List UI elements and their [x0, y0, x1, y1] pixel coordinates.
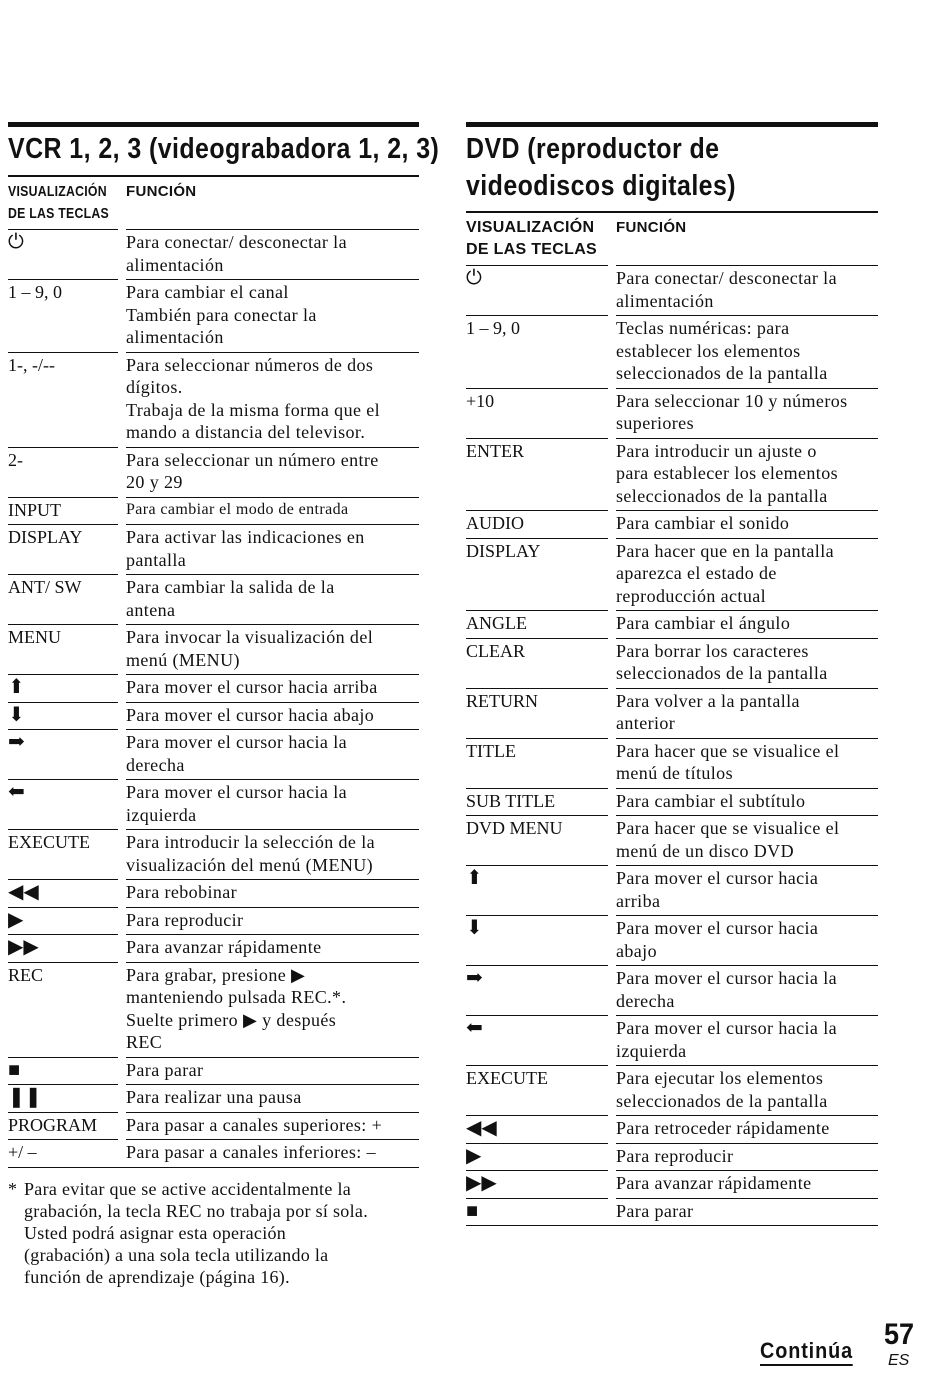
function-line: Para parar: [126, 1059, 204, 1080]
footnote-marker: *: [8, 1178, 17, 1199]
table-row: [8, 907, 419, 935]
footnote-line: (grabación) a una sola tecla utilizando la: [24, 1244, 329, 1265]
function-text: [126, 524, 419, 574]
function-line: Para mover el cursor hacia la: [126, 782, 347, 802]
table-row: [8, 702, 419, 730]
function-line: seleccionados de la pantalla: [616, 485, 828, 506]
dvd-table: [466, 265, 878, 1226]
function-line: Para pasar a canales superiores: +: [126, 1114, 383, 1135]
table-row: [8, 447, 419, 497]
function-line: Para ejecutar los elementos: [616, 1068, 824, 1088]
key-label: +/ –: [8, 1139, 118, 1167]
function-text: [616, 1065, 878, 1115]
function-text: [126, 934, 419, 962]
table-row: [8, 279, 419, 352]
function-line: Suelte primero ▶ y después: [126, 1009, 337, 1030]
function-text: [616, 815, 878, 865]
table-row: [466, 610, 878, 638]
table-row: [466, 688, 878, 738]
function-text: [126, 702, 419, 730]
function-line: Para avanzar rápidamente: [616, 1173, 812, 1193]
function-text: [126, 229, 419, 279]
key-label: REC: [8, 962, 118, 1057]
function-line: Para cambiar el canal: [126, 282, 289, 302]
vcr-table: [8, 229, 419, 1168]
function-line: izquierda: [126, 804, 197, 825]
table-row: [466, 915, 878, 965]
function-line: Para invocar la visualización del: [126, 627, 374, 647]
table-row: [466, 510, 878, 538]
key-label: AUDIO: [466, 510, 608, 538]
key-label: EXECUTE: [8, 829, 118, 879]
function-line: Para mover el cursor hacia la: [126, 732, 347, 752]
function-text: [126, 674, 419, 702]
table-row: [466, 265, 878, 315]
table-row: [8, 934, 419, 962]
function-text: [616, 688, 878, 738]
function-text: [126, 879, 419, 907]
key-symbol-icon: ⬆: [8, 674, 118, 702]
footnote-line: grabación, la tecla REC no trabaja por sí sola.: [24, 1200, 368, 1221]
key-symbol-icon: ⬇: [466, 915, 608, 965]
function-line: Para mover el cursor hacia la: [616, 968, 837, 988]
table-row: [466, 815, 878, 865]
vcr-section: [8, 122, 440, 1288]
table-row: [466, 438, 878, 511]
function-text: [126, 497, 419, 525]
function-line: 20 y 29: [126, 472, 183, 492]
function-text: [616, 865, 878, 915]
function-line: Para mover el cursor hacia: [616, 868, 819, 888]
key-symbol-icon: ⏻: [466, 265, 608, 315]
function-line: Para borrar los caracteres: [616, 640, 809, 661]
function-text: [126, 624, 419, 674]
footnote-text: [24, 1178, 419, 1288]
function-text: [616, 738, 878, 788]
table-row: [8, 1112, 419, 1140]
function-line: Para cambiar el sonido: [616, 513, 790, 533]
function-text: [126, 574, 419, 624]
function-line: menú de un disco DVD: [616, 840, 794, 861]
key-label: ANT/ SW: [8, 574, 118, 624]
table-row: [8, 674, 419, 702]
function-line: dígitos.: [126, 377, 183, 397]
dvd-title: DVD (reproductor de videodiscos digitales): [466, 133, 737, 202]
table-row: [466, 1143, 878, 1171]
table-row: [466, 738, 878, 788]
function-text: [616, 915, 878, 965]
key-symbol-icon: ⬆: [466, 865, 608, 915]
function-line: manteniendo pulsada REC.*.: [126, 987, 347, 1007]
function-line: Para seleccionar 10 y números: [616, 390, 848, 411]
function-line: izquierda: [616, 1040, 687, 1061]
function-line: También para conectar la: [126, 304, 317, 325]
function-text: [616, 538, 878, 611]
function-line: reproducción actual: [616, 585, 767, 606]
table-row: [8, 879, 419, 907]
function-line: Para conectar/ desconectar la: [126, 232, 347, 252]
key-label: 1 – 9, 0: [8, 279, 118, 352]
key-label: 1-, -/--: [8, 352, 118, 447]
vcr-table-header: [8, 175, 419, 229]
function-text: [126, 829, 419, 879]
function-line: derecha: [616, 990, 675, 1011]
function-line: abajo: [616, 940, 657, 961]
header-function: FUNCIÓN: [616, 219, 687, 236]
function-line: Para mover el cursor hacia la: [616, 1018, 837, 1038]
function-text: [616, 1170, 878, 1198]
table-row: [8, 729, 419, 779]
key-symbol-icon: ▶: [8, 907, 118, 935]
key-label: TITLE: [466, 738, 608, 788]
key-symbol-icon: ◀◀: [8, 879, 118, 907]
key-label: DISPLAY: [8, 524, 118, 574]
key-label: DVD MENU: [466, 815, 608, 865]
key-symbol-icon: ◀◀: [466, 1115, 608, 1143]
function-text: [126, 1084, 419, 1112]
function-line: Para mover el cursor hacia: [616, 918, 819, 938]
vcr-title: VCR 1, 2, 3 (videograbadora 1, 2, 3): [8, 133, 440, 165]
key-symbol-icon: ■: [8, 1057, 118, 1085]
dvd-section: [466, 122, 878, 1226]
function-line: Para hacer que en la pantalla: [616, 540, 834, 561]
key-label: ANGLE: [466, 610, 608, 638]
function-text: [616, 965, 878, 1015]
function-line: Para grabar, presione ▶: [126, 964, 306, 985]
table-row: [466, 1115, 878, 1143]
function-line: Para pasar a canales inferiores: –: [126, 1142, 376, 1162]
function-line: superiores: [616, 413, 694, 433]
table-row: [466, 1015, 878, 1065]
key-label: SUB TITLE: [466, 788, 608, 816]
table-row: [466, 1198, 878, 1226]
function-text: [616, 510, 878, 538]
function-text: [126, 1112, 419, 1140]
function-line: seleccionados de la pantalla: [616, 1090, 828, 1111]
footnote-line: Para evitar que se active accidentalmente la: [24, 1178, 352, 1199]
key-symbol-icon: ■: [466, 1198, 608, 1226]
footnote: [8, 1178, 419, 1288]
function-line: para establecer los elementos: [616, 463, 839, 483]
key-label: ENTER: [466, 438, 608, 511]
key-label: INPUT: [8, 497, 118, 525]
key-symbol-icon: ▶: [466, 1143, 608, 1171]
function-line: alimentación: [126, 327, 224, 347]
function-line: Para hacer que se visualice el: [616, 740, 840, 761]
table-row: [8, 574, 419, 624]
function-line: Para rebobinar: [126, 882, 238, 902]
table-row: [8, 962, 419, 1057]
table-row: [8, 624, 419, 674]
function-line: Para retroceder rápidamente: [616, 1118, 830, 1138]
function-text: [126, 779, 419, 829]
function-line: Para avanzar rápidamente: [126, 937, 322, 957]
function-text: [616, 788, 878, 816]
table-row: [8, 779, 419, 829]
function-text: [126, 1139, 419, 1167]
table-row: [466, 1170, 878, 1198]
function-line: Para activar las indicaciones en: [126, 527, 365, 547]
function-line: Para seleccionar un número entre: [126, 449, 379, 470]
page-language: ES: [888, 1352, 910, 1369]
function-text: [126, 352, 419, 447]
table-row: [466, 315, 878, 388]
function-line: aparezca el estado de: [616, 563, 777, 583]
function-text: [126, 962, 419, 1057]
table-row: [466, 638, 878, 688]
function-line: menú de títulos: [616, 763, 733, 783]
function-text: [616, 610, 878, 638]
function-line: Para reproducir: [126, 909, 244, 930]
table-row: [466, 388, 878, 438]
key-label: 2-: [8, 447, 118, 497]
header-function: FUNCIÓN: [126, 183, 197, 200]
function-line: Para introducir la selección de la: [126, 832, 375, 852]
table-row: [8, 497, 419, 525]
key-symbol-icon: ⬇: [8, 702, 118, 730]
function-line: establecer los elementos: [616, 340, 801, 361]
page-number: 57: [884, 1318, 915, 1351]
function-line: arriba: [616, 890, 661, 911]
function-line: menú (MENU): [126, 649, 240, 670]
function-line: Teclas numéricas: para: [616, 318, 790, 338]
function-text: [616, 1015, 878, 1065]
function-line: Para hacer que se visualice el: [616, 818, 840, 838]
function-text: [616, 1198, 878, 1226]
function-line: Para conectar/ desconectar la: [616, 268, 837, 288]
function-text: [616, 315, 878, 388]
key-symbol-icon: ⬅: [8, 779, 118, 829]
header-key: VISUALIZACIÓN DE LAS TECLAS: [466, 219, 598, 258]
function-line: Para cambiar la salida de la: [126, 577, 335, 597]
table-row: [466, 1065, 878, 1115]
function-line: REC: [126, 1032, 163, 1052]
function-line: seleccionados de la pantalla: [616, 363, 828, 383]
table-row: [8, 1057, 419, 1085]
function-line: visualización del menú (MENU): [126, 854, 374, 875]
key-label: MENU: [8, 624, 118, 674]
function-text: [126, 729, 419, 779]
function-line: Para seleccionar números de dos: [126, 354, 374, 375]
table-row: [8, 829, 419, 879]
key-label: EXECUTE: [466, 1065, 608, 1115]
function-text: [616, 1115, 878, 1143]
header-key: VISUALIZACIÓN DE LAS TECLAS: [8, 183, 109, 222]
function-line: alimentación: [126, 254, 224, 275]
footnote-line: función de aprendizaje (página 16).: [24, 1266, 290, 1287]
function-line: antena: [126, 599, 176, 620]
key-label: PROGRAM: [8, 1112, 118, 1140]
function-line: Para volver a la pantalla: [616, 690, 800, 711]
dvd-table-header: [466, 211, 878, 265]
key-label: CLEAR: [466, 638, 608, 688]
function-line: Para cambiar el ángulo: [616, 613, 791, 633]
function-line: Para reproducir: [616, 1145, 734, 1166]
function-text: [126, 447, 419, 497]
key-label: +10: [466, 388, 608, 438]
function-line: anterior: [616, 713, 676, 733]
key-symbol-icon: ▶▶: [8, 934, 118, 962]
function-text: [616, 388, 878, 438]
continua-label: Continúa: [760, 1338, 853, 1366]
function-line: derecha: [126, 754, 185, 775]
key-symbol-icon: ➡: [466, 965, 608, 1015]
function-line: Para realizar una pausa: [126, 1087, 302, 1107]
table-row: [8, 1084, 419, 1112]
table-row: [8, 524, 419, 574]
table-row: [466, 965, 878, 1015]
key-symbol-icon: ❚❚: [8, 1084, 118, 1112]
key-label: DISPLAY: [466, 538, 608, 611]
table-row: [8, 352, 419, 447]
function-line: Para parar: [616, 1200, 694, 1221]
key-symbol-icon: ⏻: [8, 229, 118, 279]
function-line: Para mover el cursor hacia abajo: [126, 704, 375, 725]
function-line: Para mover el cursor hacia arriba: [126, 677, 378, 697]
table-row: [466, 788, 878, 816]
key-symbol-icon: ➡: [8, 729, 118, 779]
table-row: [466, 865, 878, 915]
function-line: Para introducir un ajuste o: [616, 440, 817, 461]
table-row: [8, 1139, 419, 1167]
function-text: [616, 638, 878, 688]
function-line: alimentación: [616, 290, 714, 311]
key-label: 1 – 9, 0: [466, 315, 608, 388]
function-line: pantalla: [126, 549, 187, 570]
function-line: Para cambiar el subtítulo: [616, 790, 806, 811]
function-text: [126, 1057, 419, 1085]
function-text: [616, 438, 878, 511]
function-line: seleccionados de la pantalla: [616, 663, 828, 683]
footnote-line: Usted podrá asignar esta operación: [24, 1222, 287, 1243]
key-label: RETURN: [466, 688, 608, 738]
function-line: mando a distancia del televisor.: [126, 422, 366, 442]
function-text: [616, 1143, 878, 1171]
function-text: [126, 279, 419, 352]
table-row: [466, 538, 878, 611]
key-symbol-icon: ⬅: [466, 1015, 608, 1065]
table-row: [8, 229, 419, 279]
function-text: [126, 907, 419, 935]
key-symbol-icon: ▶▶: [466, 1170, 608, 1198]
function-line: Trabaja de la misma forma que el: [126, 399, 381, 420]
function-text: [616, 265, 878, 315]
function-line: Para cambiar el modo de entrada: [126, 500, 349, 518]
